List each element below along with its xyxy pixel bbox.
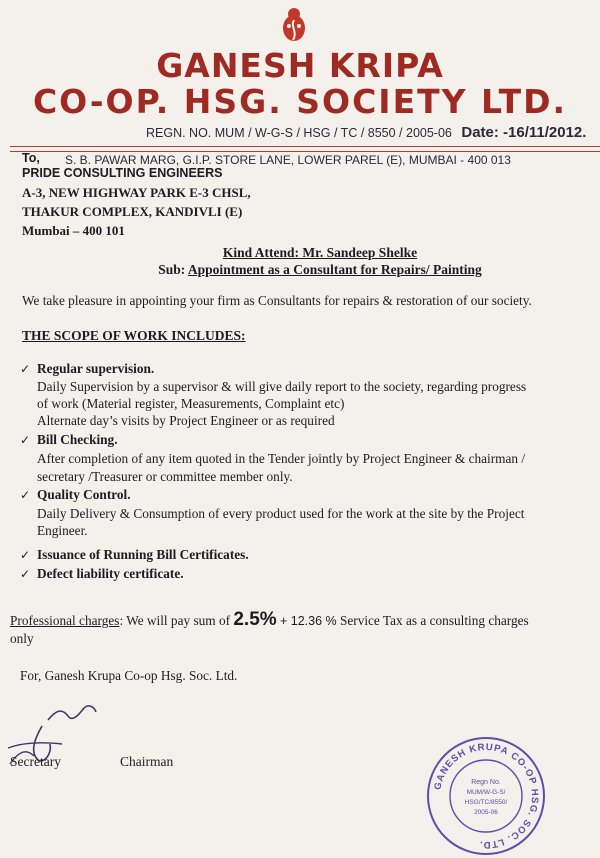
scope-item-title: ✓ Defect liability certificate. — [20, 566, 184, 581]
ganesha-emblem-icon — [279, 6, 309, 44]
charges-text-before: : We will pay sum of — [119, 613, 234, 628]
scope-item-title: ✓ Issuance of Running Bill Certificates. — [20, 547, 249, 562]
recipient-address-line-1: A-3, NEW HIGHWAY PARK E-3 CHSL, — [22, 185, 251, 200]
check-icon: ✓ — [20, 488, 31, 502]
closing-for-line: For, Ganesh Krupa Co-op Hsg. Soc. Ltd. — [20, 668, 238, 683]
header-divider-secondary — [10, 151, 600, 152]
recipient-address-line-3: Mumbai – 400 101 — [22, 223, 125, 238]
professional-charges — [10, 609, 529, 631]
society-name-line-2: CO-OP. HSG. SOCIETY LTD. — [32, 82, 568, 121]
professional-charges-line-2: only — [10, 631, 34, 646]
recipient-address-line-2: THAKUR COMPLEX, KANDIVLI (E) — [22, 204, 243, 219]
society-name-line-1: GANESH KRIPA — [156, 46, 444, 85]
subject-text: Appointment as a Consultant for Repairs/ Painting — [187, 262, 482, 277]
registration-number: REGN. NO. MUM / W-G-S / HSG / TC / 8550 / 2005-06 — [146, 126, 452, 140]
letter-date: Date: -16/11/2012. — [461, 124, 587, 141]
scope-item-text: Alternate day’s visits by Project Engineer or as required — [37, 413, 335, 428]
subject-line — [0, 262, 600, 278]
to-label: To, — [22, 151, 40, 165]
scope-item-title: ✓ Bill Checking. — [20, 432, 118, 447]
check-icon: ✓ — [20, 362, 31, 376]
stamp-line-2: MUM/W-G-S/ — [466, 789, 506, 796]
registration-line — [146, 124, 586, 141]
charges-percent: 2.5% — [233, 609, 277, 630]
scope-item-text: of work (Material register, Measurements, Complaint etc) — [37, 396, 345, 411]
scope-item-text: Engineer. — [37, 523, 88, 538]
scope-item-text: Daily Supervision by a supervisor & will give daily report to the society, regarding progress — [37, 379, 527, 394]
stamp-ring-text: GANESH KRUPA CO-OP HSG. SOC. LTD. — [432, 741, 541, 851]
check-icon: ✓ — [20, 548, 31, 562]
scope-item-title: ✓ Regular supervision. — [20, 361, 155, 376]
society-stamp-icon — [424, 734, 548, 858]
chairman-label: Chairman — [120, 754, 174, 769]
charges-text-after: Service Tax as a consulting charges — [336, 613, 529, 628]
society-address: S. B. PAWAR MARG, G.I.P. STORE LANE, LOWER PAREL (E), MUMBAI - 400 013 — [65, 153, 511, 167]
stamp-line-3: HSG/TC/8550/ — [464, 799, 508, 806]
scope-item-text: secretary /Treasurer or committee member only. — [37, 469, 293, 484]
scope-heading: THE SCOPE OF WORK INCLUDES: — [22, 328, 246, 343]
stamp-line-1: Regn No. — [471, 779, 501, 786]
scope-item-text: After completion of any item quoted in the Tender jointly by Project Engineer & chairman / — [37, 451, 526, 466]
recipient-name: PRIDE CONSULTING ENGINEERS — [22, 166, 223, 180]
scope-item-title: ✓ Quality Control. — [20, 487, 131, 502]
charges-label: Professional charges — [10, 613, 120, 628]
header-divider — [10, 146, 600, 147]
service-tax: + 12.36 % — [280, 614, 337, 628]
check-icon: ✓ — [20, 433, 31, 447]
kind-attention: Kind Attend: Mr. Sandeep Shelke — [222, 245, 418, 260]
subject-prefix: Sub: — [158, 262, 188, 277]
check-icon: ✓ — [20, 567, 31, 581]
secretary-label: Secretary — [10, 754, 61, 769]
stamp-line-4: 2005-06 — [474, 809, 498, 816]
intro-paragraph: We take pleasure in appointing your firm as Consultants for repairs & restoration of our society. — [22, 293, 532, 308]
scope-item-text: Daily Delivery & Consumption of every product used for the work at the site by the Project — [37, 506, 525, 521]
